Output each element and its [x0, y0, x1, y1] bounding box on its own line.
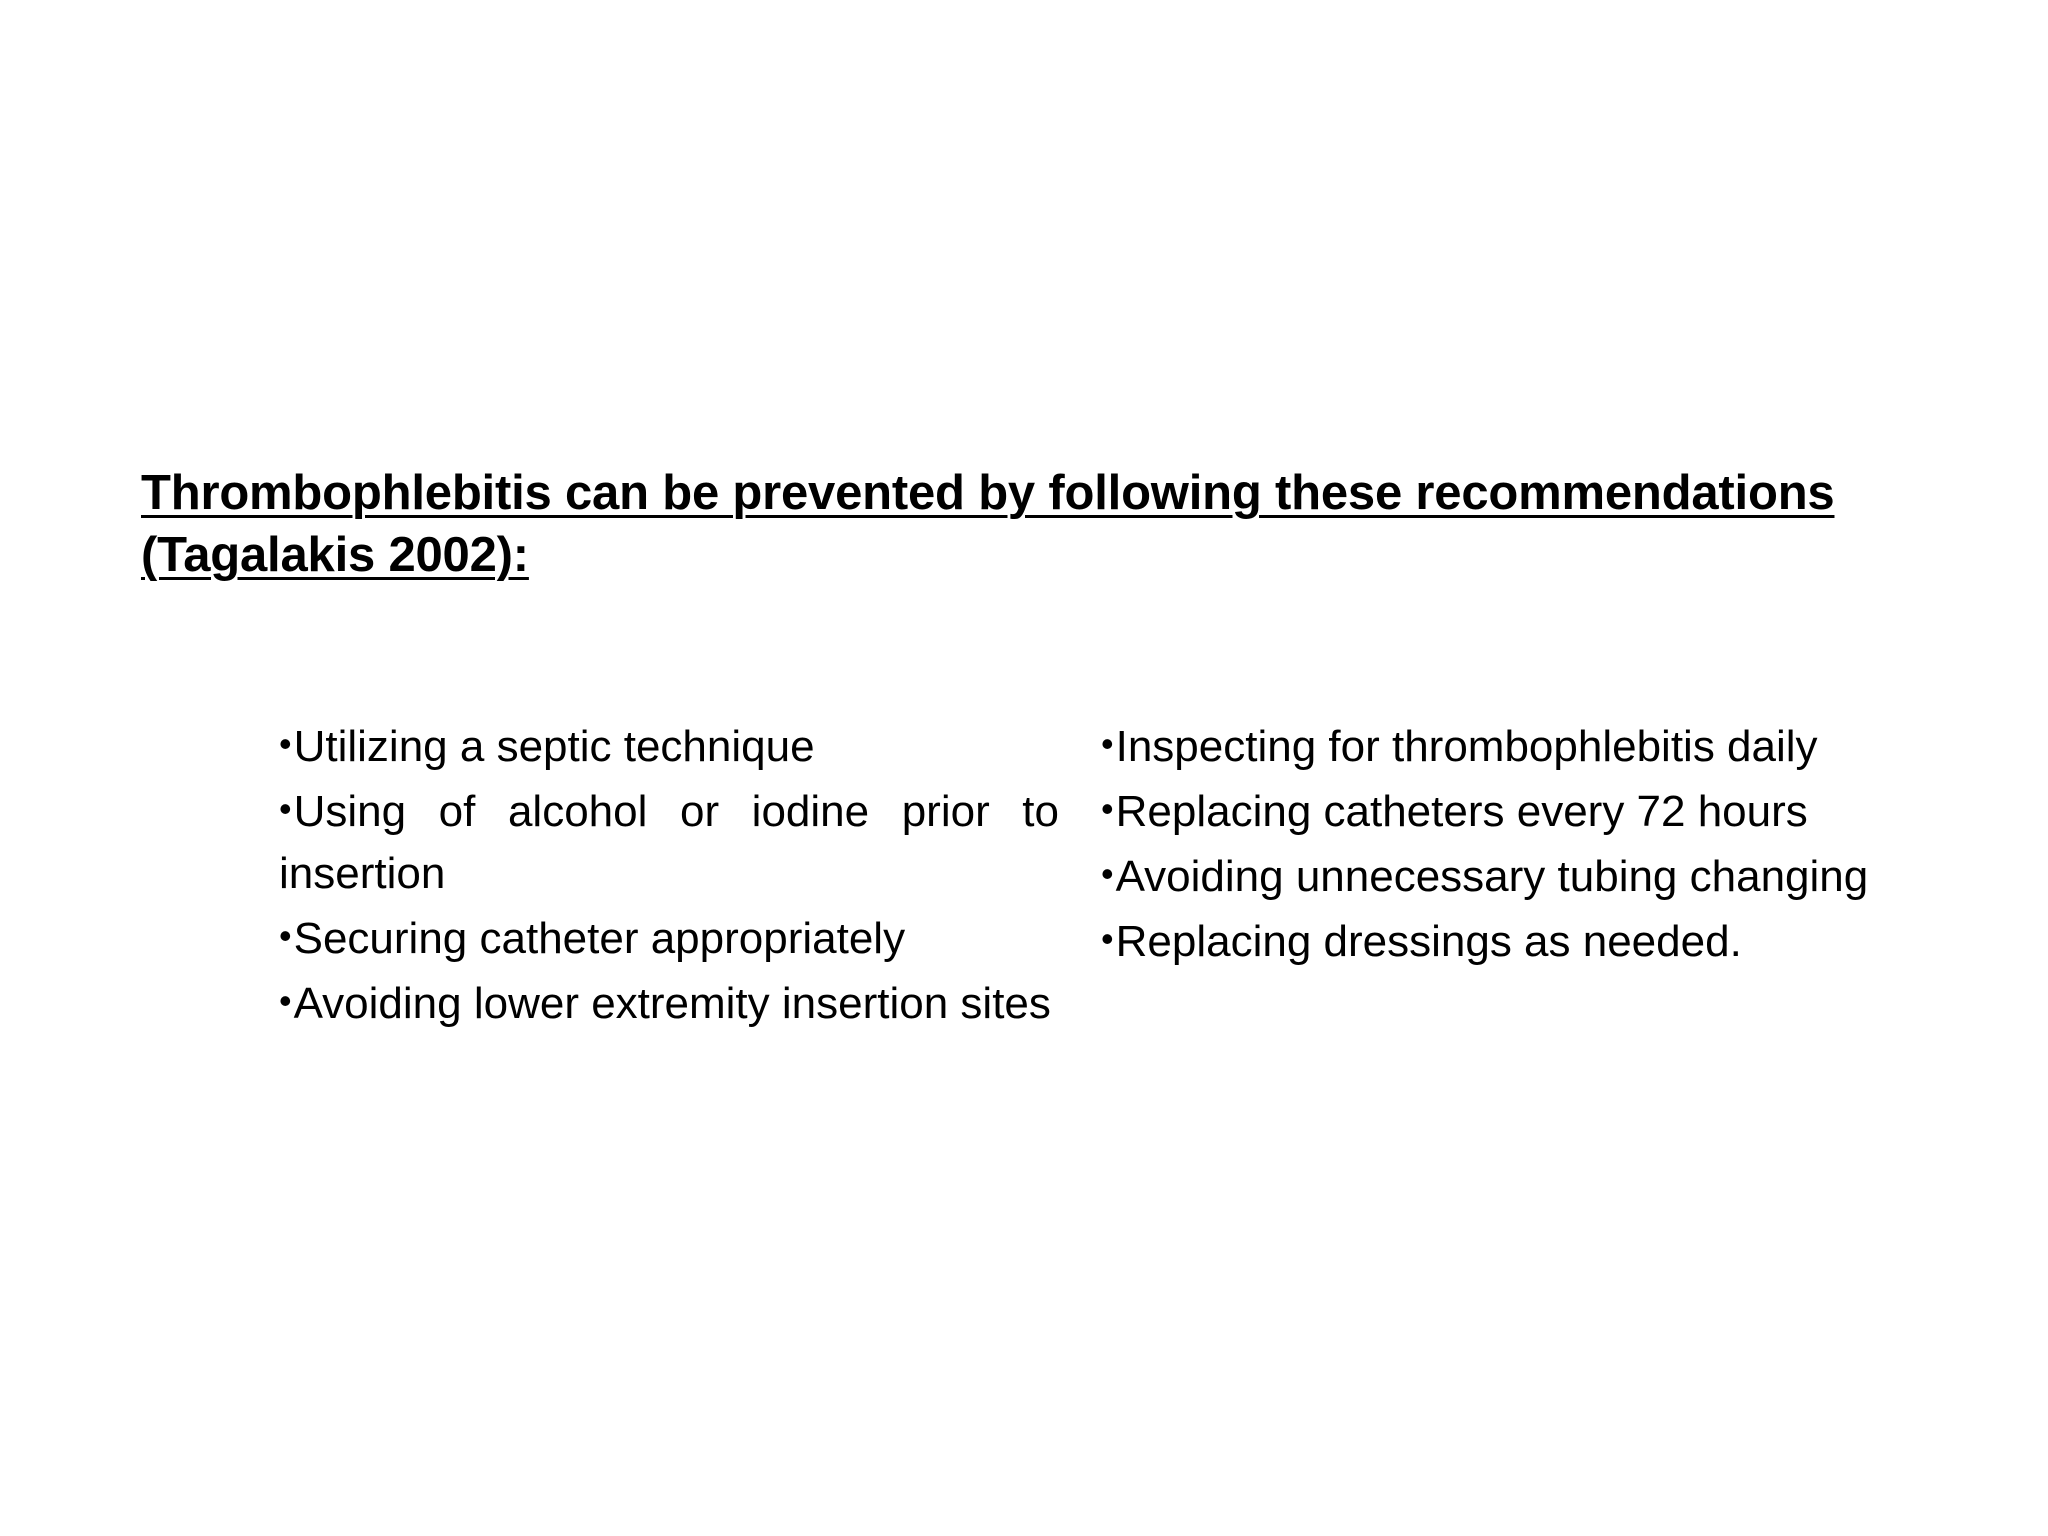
recommendations-columns — [279, 713, 1879, 1093]
bullet-icon: • — [1101, 853, 1114, 894]
list-item — [1101, 713, 1881, 778]
list-item — [1101, 778, 1881, 843]
list-item-text: Replacing catheters every 72 hours — [1115, 787, 1808, 836]
list-item — [1101, 908, 1881, 973]
list-item — [279, 905, 1059, 970]
list-item — [279, 970, 1059, 1035]
bullet-icon: • — [1101, 918, 1114, 959]
list-item-text: Replacing dressings as needed. — [1115, 917, 1742, 966]
right-recommendations-list — [1101, 713, 1881, 973]
list-item-text: Using of alcohol or iodine prior to insertion — [279, 787, 1059, 898]
bullet-icon: • — [1101, 723, 1114, 764]
list-item-text: Utilizing a septic technique — [293, 722, 815, 771]
list-item-text: Securing catheter appropriately — [293, 914, 906, 963]
list-item-text: Avoiding lower extremity insertion sites — [293, 979, 1051, 1028]
list-item — [279, 713, 1059, 778]
list-item-text: Inspecting for thrombophlebitis daily — [1115, 722, 1818, 771]
list-item-text: Avoiding unnecessary tubing changing — [1115, 852, 1869, 901]
bullet-icon: • — [279, 723, 292, 764]
slide-title: Thrombophlebitis can be prevented by following these recommendations (Tagalakis 2002): — [141, 466, 1835, 582]
bullet-icon: • — [1101, 788, 1114, 829]
bullet-icon: • — [279, 788, 292, 829]
bullet-icon: • — [279, 915, 292, 956]
left-recommendations-list — [279, 713, 1059, 1035]
list-item — [1101, 843, 1881, 908]
bullet-icon: • — [279, 980, 292, 1021]
list-item — [279, 778, 1059, 905]
